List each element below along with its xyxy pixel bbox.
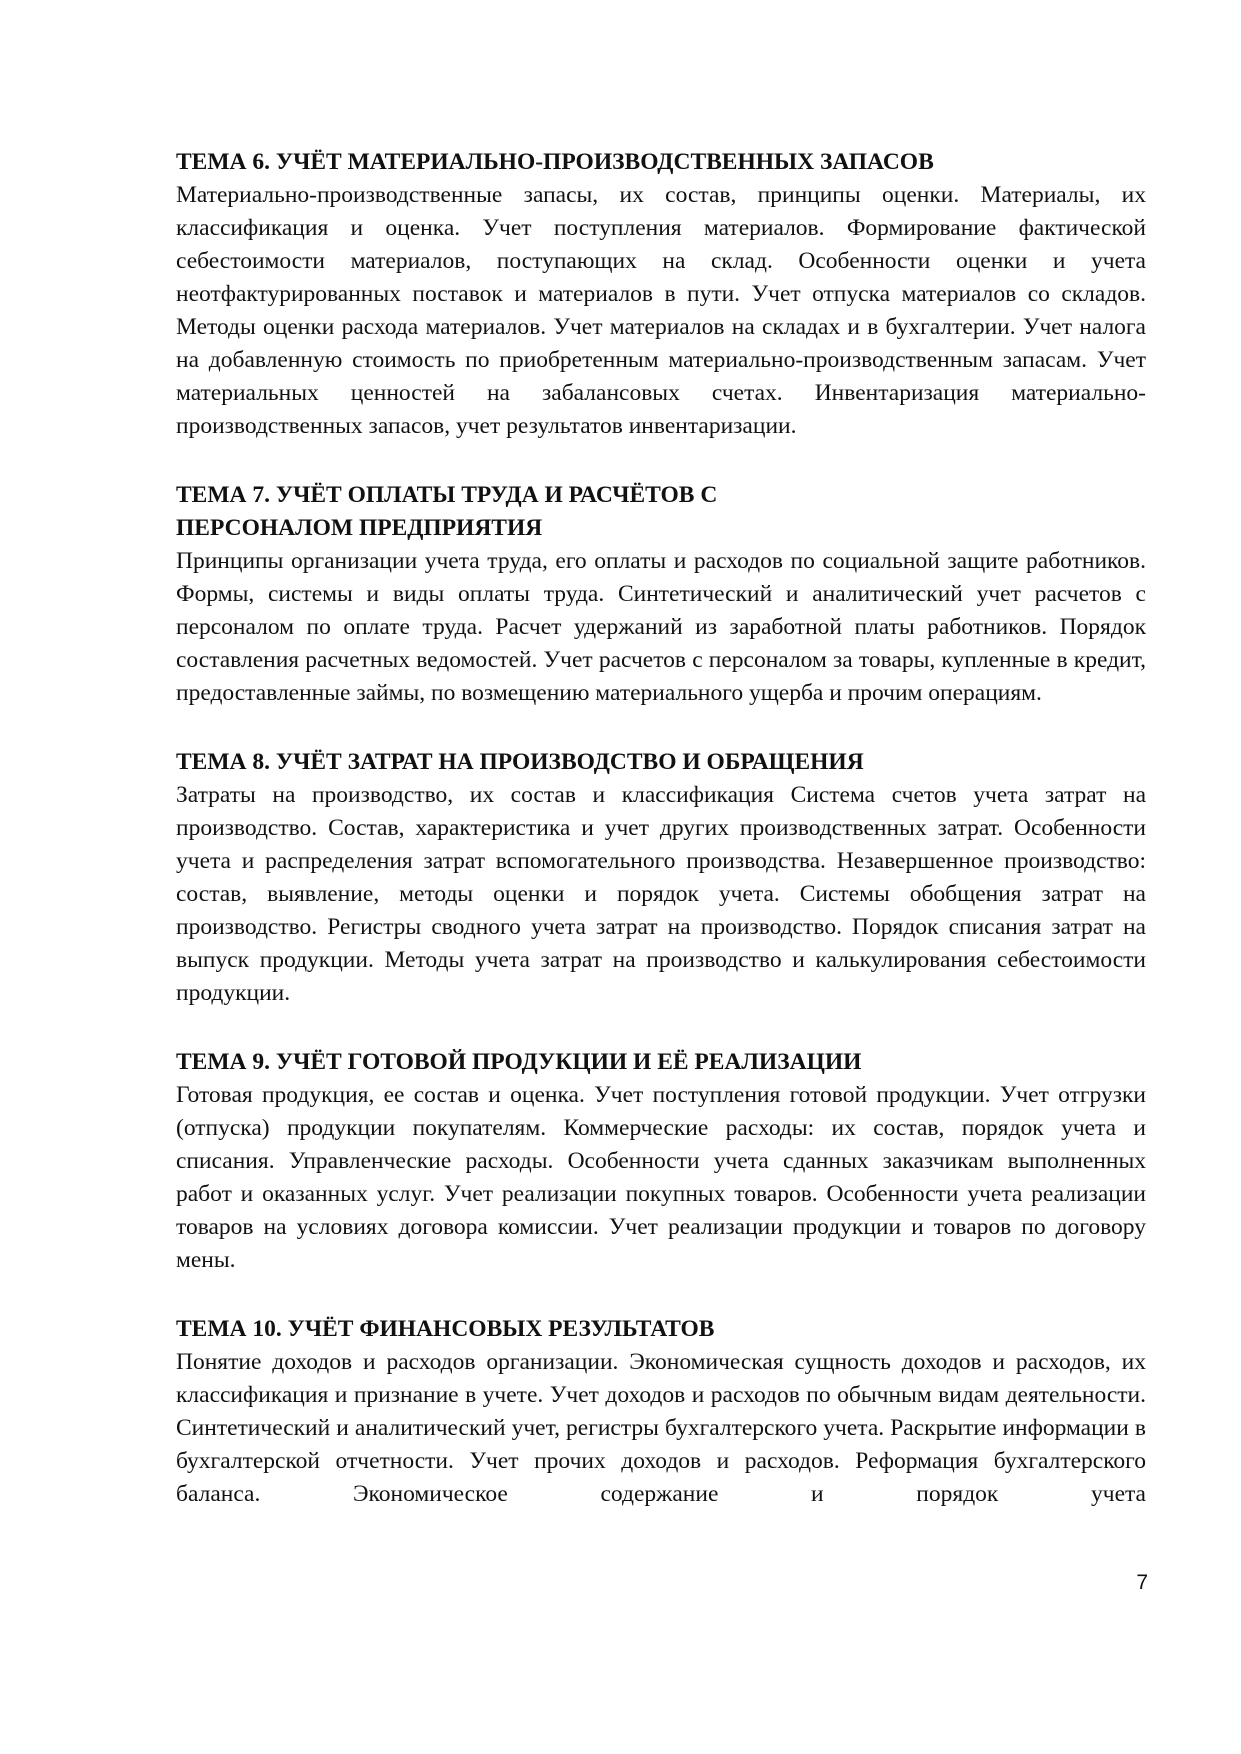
section-topic-10 <box>176 1313 1146 1511</box>
section-topic-8 <box>176 746 1146 1010</box>
page-number: 7 <box>1136 1571 1148 1594</box>
section-topic-7 <box>176 479 1146 710</box>
section-heading: ТЕМА 10. УЧЁТ ФИНАНСОВЫХ РЕЗУЛЬТАТОВ <box>176 1316 715 1342</box>
section-heading: ТЕМА 7. УЧЁТ ОПЛАТЫ ТРУДА И РАСЧЁТОВ С ПЕРСОНАЛОМ ПРЕДПРИЯТИЯ <box>176 482 718 541</box>
section-heading: ТЕМА 9. УЧЁТ ГОТОВОЙ ПРОДУКЦИИ И ЕЁ РЕАЛИЗАЦИИ <box>176 1049 862 1075</box>
section-heading: ТЕМА 8. УЧЁТ ЗАТРАТ НА ПРОИЗВОДСТВО И ОБРАЩЕНИЯ <box>176 749 864 775</box>
section-body: Материально-производственные запасы, их состав, принципы оценки. Материалы, их классификация и оценка. Учет поступления материалов. Формирование фактической себестоимости материалов, поступающих на склад. Особенности оценки и учета неотфактурированных поставок и материалов в пути. Учет отпуска материалов со складов. Методы оценки расхода материалов. Учет материалов на складах и в бухгалтерии. Учет налога на добавленную стоимость по приобретенным материально-производственным запасам. Учет материальных ценностей на забалансовых счетах. Инвентаризация материально-производственных запасов, учет результатов инвентаризации. <box>176 182 1146 439</box>
section-topic-9 <box>176 1046 1146 1277</box>
section-body: Принципы организации учета труда, его оплаты и расходов по социальной защите работников. Формы, системы и виды оплаты труда. Синтетический и аналитический учет расчетов с персоналом по оплате труда. Расчет удержаний из заработной платы работников. Порядок составления расчетных ведомостей. Учет расчетов с персоналом за товары, купленные в кредит, предоставленные займы, по возмещению материального ущерба и прочим операциям. <box>176 548 1146 706</box>
section-body: Затраты на производство, их состав и классификация Система счетов учета затрат на производство. Состав, характеристика и учет других производственных затрат. Особенности учета и распределения затрат вспомогательного производства. Незавершенное производство: состав, выявление, методы оценки и порядок учета. Системы обобщения затрат на производство. Регистры сводного учета затрат на производство. Порядок списания затрат на выпуск продукции. Методы учета затрат на производство и калькулирования себестоимости продукции. <box>176 782 1146 1006</box>
section-topic-6 <box>176 146 1146 443</box>
page-content <box>176 146 1146 1547</box>
section-body: Готовая продукция, ее состав и оценка. Учет поступления готовой продукции. Учет отгрузки (отпуска) продукции покупателям. Коммерческие расходы: их состав, порядок учета и списания. Управленческие расходы. Особенности учета сданных заказчикам выполненных работ и оказанных услуг. Учет реализации покупных товаров. Особенности учета реализации товаров на условиях договора комиссии. Учет реализации продукции и товаров по договору мены. <box>176 1082 1146 1273</box>
section-body: Понятие доходов и расходов организации. Экономическая сущность доходов и расходов, их классификация и признание в учете. Учет доходов и расходов по обычным видам деятельности. Синтетический и аналитический учет, регистры бухгалтерского учета. Раскрытие информации в бухгалтерской отчетности. Учет прочих доходов и расходов. Реформация бухгалтерского баланса. Экономическое содержание и порядок учета <box>176 1349 1146 1507</box>
section-heading: ТЕМА 6. УЧЁТ МАТЕРИАЛЬНО-ПРОИЗВОДСТВЕННЫХ ЗАПАСОВ <box>176 149 934 175</box>
